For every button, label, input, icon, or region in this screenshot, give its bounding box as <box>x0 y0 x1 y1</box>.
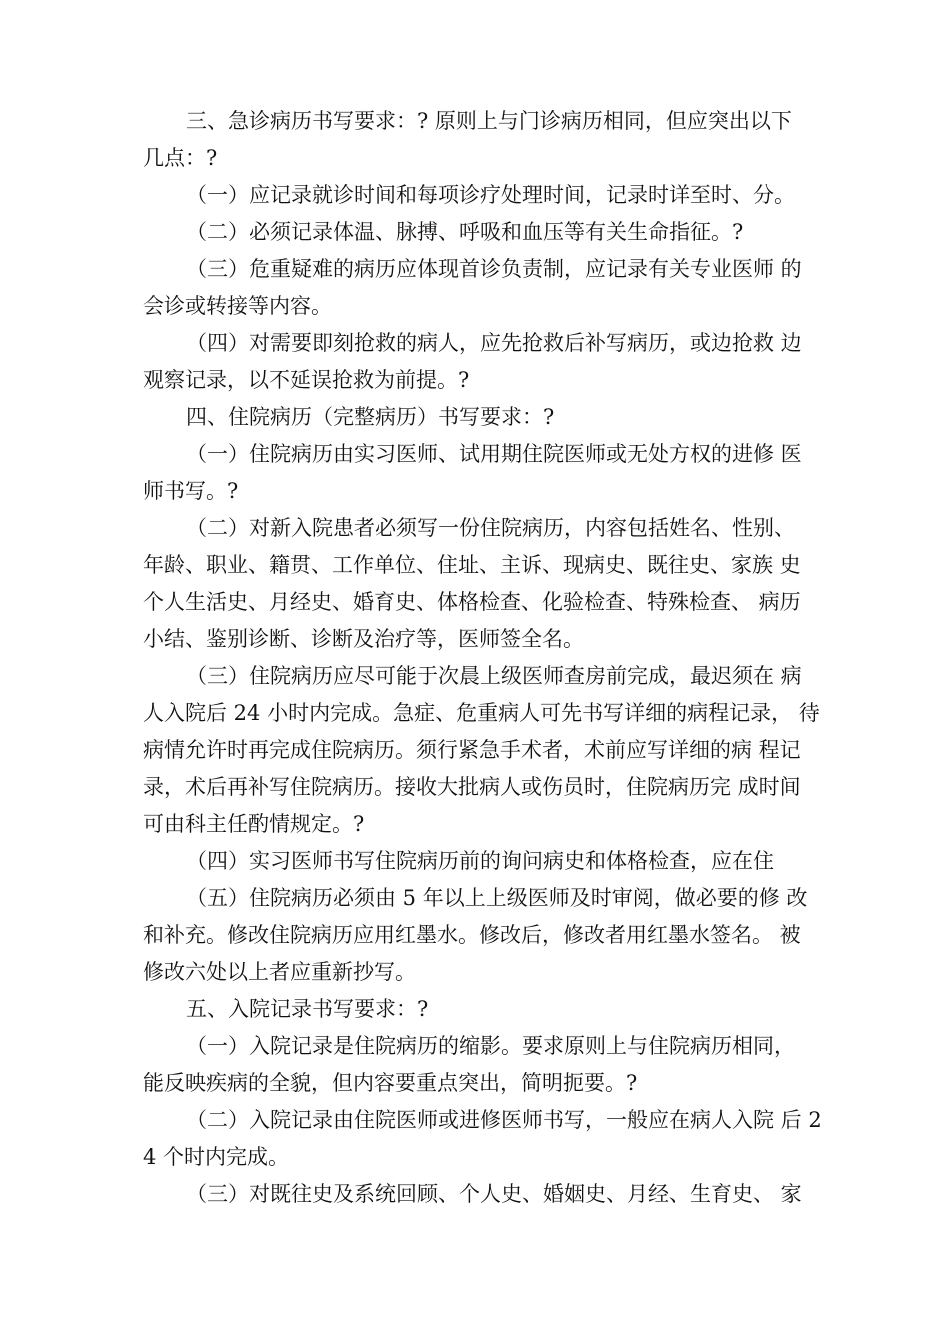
text-line: 年龄、职业、籍贯、工作单位、住址、主诉、现病史、既往史、家族 史 <box>143 553 801 577</box>
text-line: 几点：? <box>143 146 218 170</box>
text-line: 录，术后再补写住院病历。接收大批病人或伤员时，住院病历完 成时间 <box>143 775 801 799</box>
text-line: （五）住院病历必须由 5 年以上上级医师及时审阅，做必要的修 改 <box>186 886 808 910</box>
text-line: （二）入院记录由住院医师或进修医师书写，一般应在病人入院 后 2 <box>186 1108 822 1132</box>
text-line: 病情允许时再完成住院病历。须行紧急手术者，术前应写详细的病 程记 <box>143 738 801 762</box>
text-line: （一）入院记录是住院病历的缩影。要求原则上与住院病历相同， <box>186 1034 795 1058</box>
text-line: 师书写。? <box>143 479 239 503</box>
text-line: 和补充。修改住院病历应用红墨水。修改后，修改者用红墨水签名。 被 <box>143 923 801 947</box>
text-line: （三）危重疑难的病历应体现首诊负责制，应记录有关专业医师 的 <box>186 257 802 281</box>
text-line: （三）住院病历应尽可能于次晨上级医师查房前完成，最迟须在 病 <box>186 664 802 688</box>
text-line: （二）必须记录体温、脉搏、呼吸和血压等有关生命指征。? <box>186 220 744 244</box>
text-line: 三、急诊病历书写要求：? 原则上与门诊病历相同，但应突出以下 <box>186 109 792 133</box>
text-line: （四）实习医师书写住院病历前的询问病史和体格检查，应在住 <box>186 849 774 873</box>
text-line: （四）对需要即刻抢救的病人，应先抢救后补写病历，或边抢救 边 <box>186 331 802 355</box>
text-line: 人入院后 24 小时内完成。急症、危重病人可先书写详细的病程记录， 待 <box>143 701 820 725</box>
text-line: （三）对既往史及系统回顾、个人史、婚姻史、月经、生育史、 家 <box>186 1182 802 1206</box>
text-line: 会诊或转接等内容。 <box>143 294 332 318</box>
text-line: 修改六处以上者应重新抄写。 <box>143 960 416 984</box>
text-line: 可由科主任酌情规定。? <box>143 812 365 836</box>
text-line: 个人生活史、月经史、婚育史、体格检查、化验检查、特殊检查、 病历 <box>143 590 801 614</box>
text-line: （一）应记录就诊时间和每项诊疗处理时间，记录时详至时、分。 <box>186 183 795 207</box>
text-line: 能反映疾病的全貌，但内容要重点突出，简明扼要。? <box>143 1071 638 1095</box>
text-line: （一）住院病历由实习医师、试用期住院医师或无处方权的进修 医 <box>186 442 802 466</box>
section-heading: 五、入院记录书写要求：? <box>186 997 429 1021</box>
section-heading: 四、住院病历（完整病历）书写要求：? <box>186 405 555 429</box>
text-line: （二）对新入院患者必须写一份住院病历，内容包括姓名、性别、 <box>186 516 795 540</box>
text-line: 观察记录，以不延误抢救为前提。? <box>143 368 470 392</box>
text-line: 4 个时内完成。 <box>143 1145 290 1169</box>
document-page <box>143 103 833 1213</box>
text-line: 小结、鉴别诊断、诊断及治疗等，医师签全名。 <box>143 627 584 651</box>
